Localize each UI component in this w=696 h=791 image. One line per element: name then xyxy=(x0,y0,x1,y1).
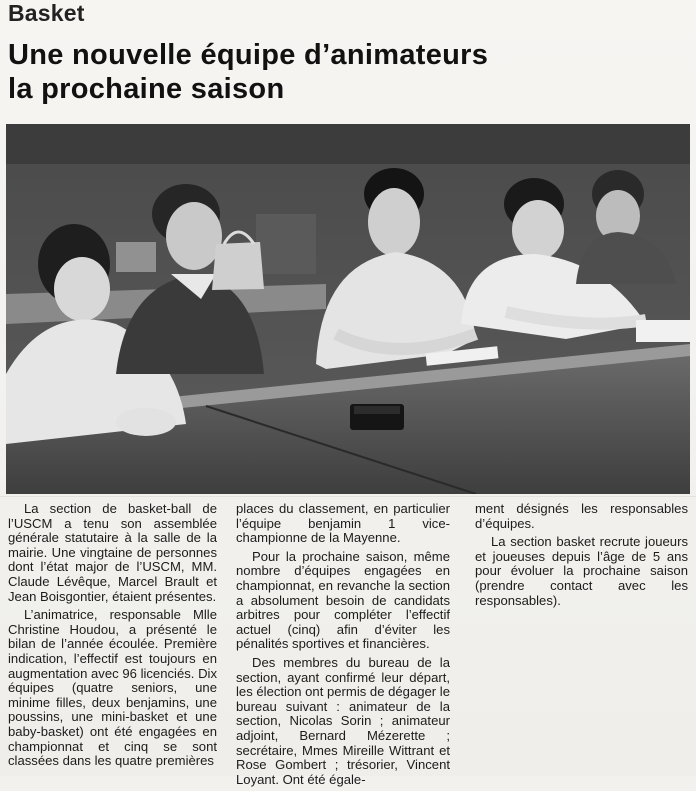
photo-illustration xyxy=(6,124,690,494)
paragraph: places du classement, en particulier l’équipe benjamin 1 vice-championne de la Mayenne. xyxy=(236,501,450,546)
article-column-3 xyxy=(475,502,688,612)
paragraph: Pour la prochaine saison, même nombre d’équipes engagées en championnat, en revanche la section a absolument besoin de candidats arbitres pour compléter l’effectif actuel (cinq) afin d’éviter les pénalités sportives et financières. xyxy=(236,548,450,652)
section-rubric: Basket xyxy=(8,0,85,26)
paragraph: ment désignés les responsables d’équipes. xyxy=(475,501,688,531)
article-column-1 xyxy=(8,502,217,773)
headline-line-2: la prochaine saison xyxy=(8,73,285,105)
paragraph: La section de basket-ball de l’USCM a tenu son assemblée générale statutaire à la salle de la mairie. Une vingtaine de personnes dont l’état major de l’USCM, MM. Claude Lévêque, Marcel Brault et Jean Boisgontier, étaient présentes. xyxy=(8,501,217,604)
photo-separator xyxy=(0,496,696,497)
article-headline xyxy=(8,38,688,106)
headline-line-1: Une nouvelle équipe d’animateurs xyxy=(8,39,489,71)
paragraph: Des membres du bureau de la section, ayant confirmé leur départ, les élection ont permis de dégager le bureau suivant : animateur de la section, Nicolas Sorin ; animateur adjoint, Bernard Mézerette ; secrétaire, Mmes Mireille Wittrant et Rose Gombert ; trésorier, Vincent Loyant. Ont été égale- xyxy=(236,654,450,787)
meeting-photo xyxy=(6,124,690,494)
paragraph: L’animatrice, responsable Mlle Christine Houdou, a présenté le bilan de l’année écoulée. Première indication, l’effectif est toujours en augmentation avec 96 licenciés. Dix équipes (quatre seniors, une minime filles, deux benjamins, une poussins, une mini-basket et une baby-basket) ont été engagées en championnat et cinq se sont classées dans les quatre premières xyxy=(8,607,217,769)
paragraph: La section basket recrute joueurs et joueuses depuis l’âge de 5 ans pour évoluer la prochaine saison (prendre contact avec les responsables). xyxy=(475,534,688,608)
article-column-2 xyxy=(236,502,450,791)
